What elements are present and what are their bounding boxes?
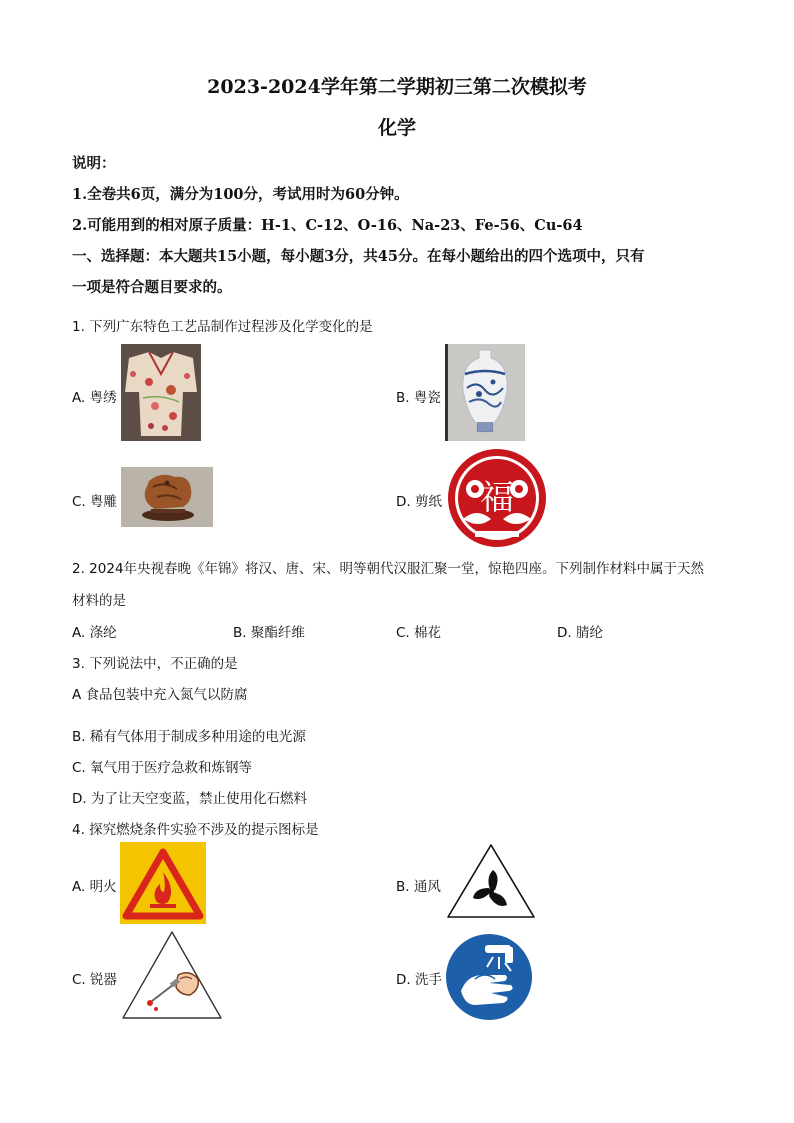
q2-stem-line-1: 2. 2024年央视春晚《年锦》将汉、唐、宋、明等朝代汉服汇聚一堂，惊艳四座。下列制作材料中属于天然 [72,561,705,577]
q2-stem-line-2: 材料的是 [72,593,126,609]
q4-stem: 4. 探究燃烧条件实验不涉及的提示图标是 [72,822,319,838]
q3-option-c: C. 氧气用于医疗急救和炼钢等 [72,760,253,776]
q1-option-a: A. 粤绣 [72,390,117,406]
sharp-object-warning-icon [120,929,224,1021]
open-flame-warning-icon [120,842,206,924]
notes-heading: 说明： [72,155,116,172]
q4-option-c: C. 锐器 [72,972,118,988]
wood-carving-image [121,467,213,527]
q1-option-b: B. 粤瓷 [396,390,441,406]
porcelain-vase-image [445,344,525,441]
q3-option-b: B. 稀有气体用于制成多种用途的电光源 [72,729,306,745]
subject-title: 化学 [377,117,416,139]
ventilation-fan-icon [445,842,537,920]
q2-option-b: B. 聚酯纤维 [233,625,305,641]
q3-option-a: A 食品包装中充入氮气以防腐 [72,687,248,703]
hand-washing-icon [445,933,533,1021]
q3-stem: 3. 下列说法中，不正确的是 [72,656,238,672]
q1-option-c: C. 粤雕 [72,494,118,510]
notes-line-1: 1.全卷共6页，满分为100分，考试用时为60分钟。 [72,186,409,203]
q4-option-a: A. 明火 [72,879,117,895]
q2-option-c: C. 棉花 [396,625,442,641]
notes-line-2: 2.可能用到的相对原子质量：H-1、C-12、O-16、Na-23、Fe-56、Cu-64 [72,217,583,234]
q2-option-d: D. 腈纶 [557,625,603,641]
q4-option-d: D. 洗手 [396,972,442,988]
papercut-image [445,447,549,549]
q3-option-d: D. 为了让天空变蓝，禁止使用化石燃料 [72,791,307,807]
embroidered-robe-image [121,344,201,441]
q1-stem: 1. 下列广东特色工艺品制作过程涉及化学变化的是 [72,319,373,335]
q1-option-d: D. 剪纸 [396,494,442,510]
section-heading-line-1: 一、选择题：本大题共15小题，每小题3分，共45分。在每小题给出的四个选项中，只有 [72,248,645,265]
q4-option-b: B. 通风 [396,879,441,895]
papercut-fu-character: 福 [480,478,514,518]
q2-option-a: A. 涤纶 [72,625,117,641]
exam-title: 2023-2024学年第二学期初三第二次模拟考 [207,76,587,98]
section-heading-line-2: 一项是符合题目要求的。 [72,279,232,296]
